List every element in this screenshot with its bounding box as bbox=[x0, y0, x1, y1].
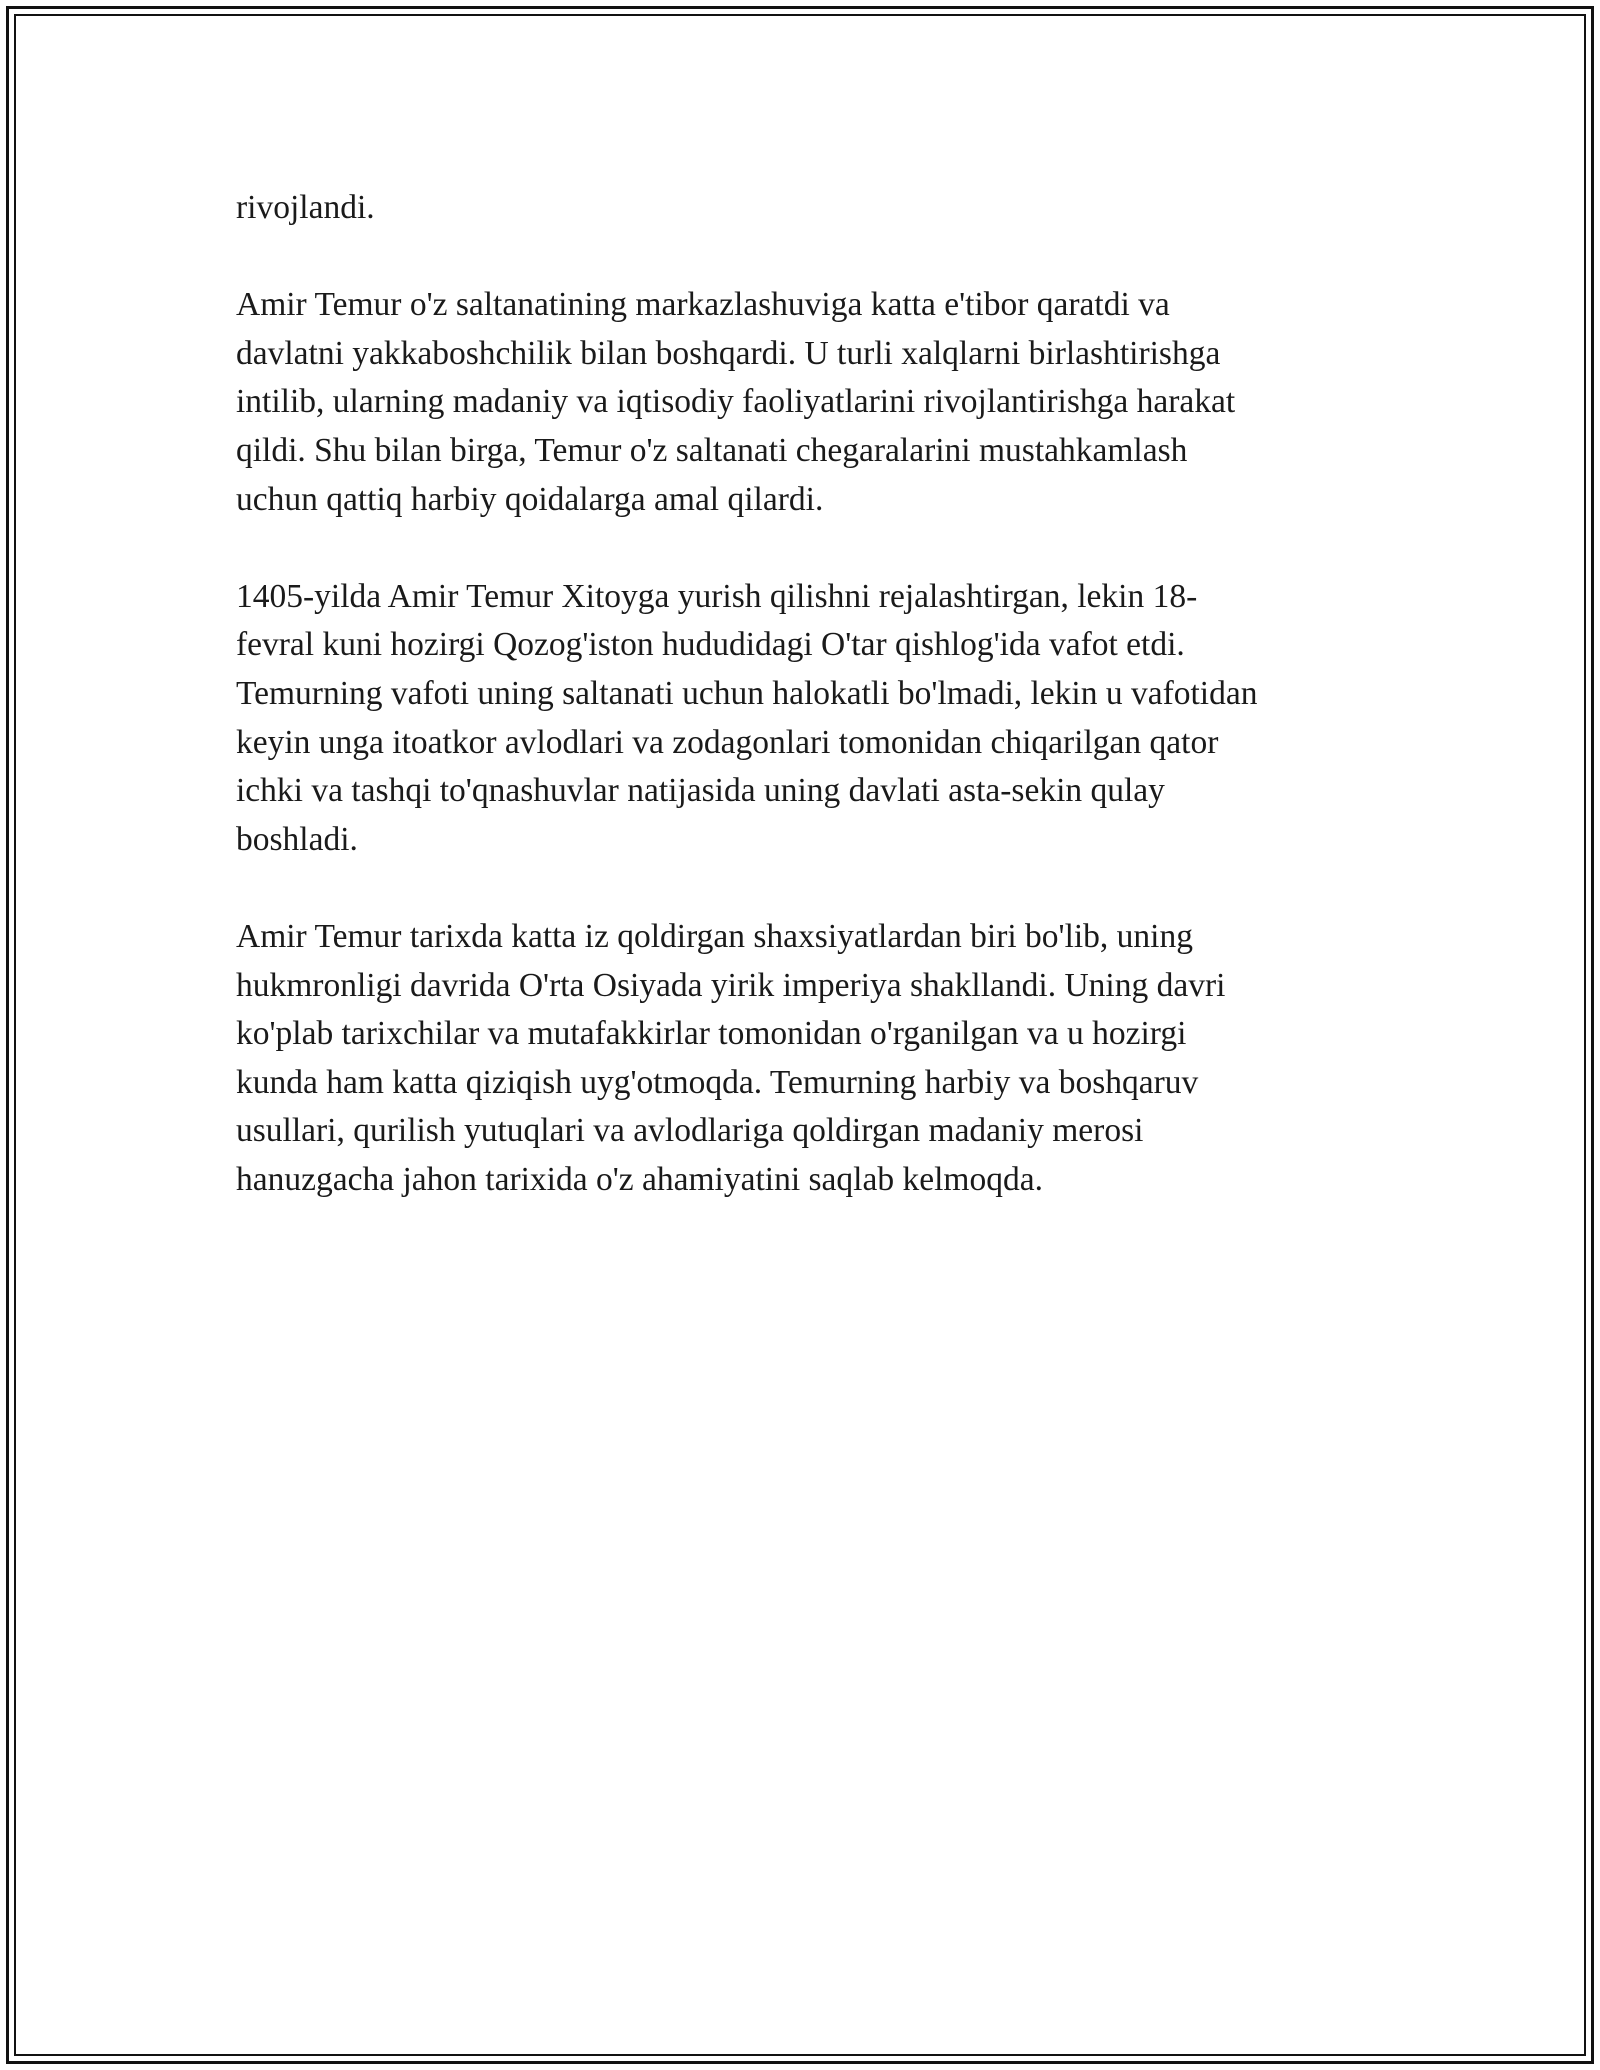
document-body bbox=[236, 184, 1366, 1253]
paragraph-death: 1405-yilda Amir Temur Xitoyga yurish qilishni rejalashtirgan, lekin 18- fevral kuni hozirgi Qozog'iston hududidagi O'tar qishlog'ida vafot etdi. Temurning vafoti uning saltanati uchun halokatli bo'lmadi, lekin u vafotidan keyin unga itoatkor avlodlari va zodagonlari tomonidan chiqarilgan qator ichki va tashqi to'qnashuvlar natijasida uning davlati asta-sekin qulay boshladi. bbox=[236, 577, 1258, 858]
paragraph-centralization: Amir Temur o'z saltanatining markazlashuviga katta e'tibor qaratdi va davlatni yakkaboshchilik bilan boshqardi. U turli xalqlarni birlashtirishga intilib, ularning madaniy va iqtisodiy faoliyatlarini rivojlantirishga harakat qildi. Shu bilan birga, Temur o'z saltanati chegaralarini mustahkamlash uchun qattiq harbiy qoidalarga amal qilardi. bbox=[236, 286, 1236, 518]
paragraph-legacy: Amir Temur tarixda katta iz qoldirgan shaxsiyatlardan biri bo'lib, uning hukmronligi davrida O'rta Osiyada yirik imperiya shakllandi. Uning davri ko'plab tarixchilar va mutafakkirlar tomonidan o'rganilgan va u hozirgi kunda ham katta qiziqish uyg'otmoqda. Temurning harbiy va boshqaruv usullari, qurilish yutuqlari va avlodlariga qoldirgan madaniy merosi hanuzgacha jahon tarixida o'z ahamiyatini saqlab kelmoqda. bbox=[236, 917, 1226, 1198]
paragraph-continuation: rivojlandi. bbox=[236, 189, 375, 226]
